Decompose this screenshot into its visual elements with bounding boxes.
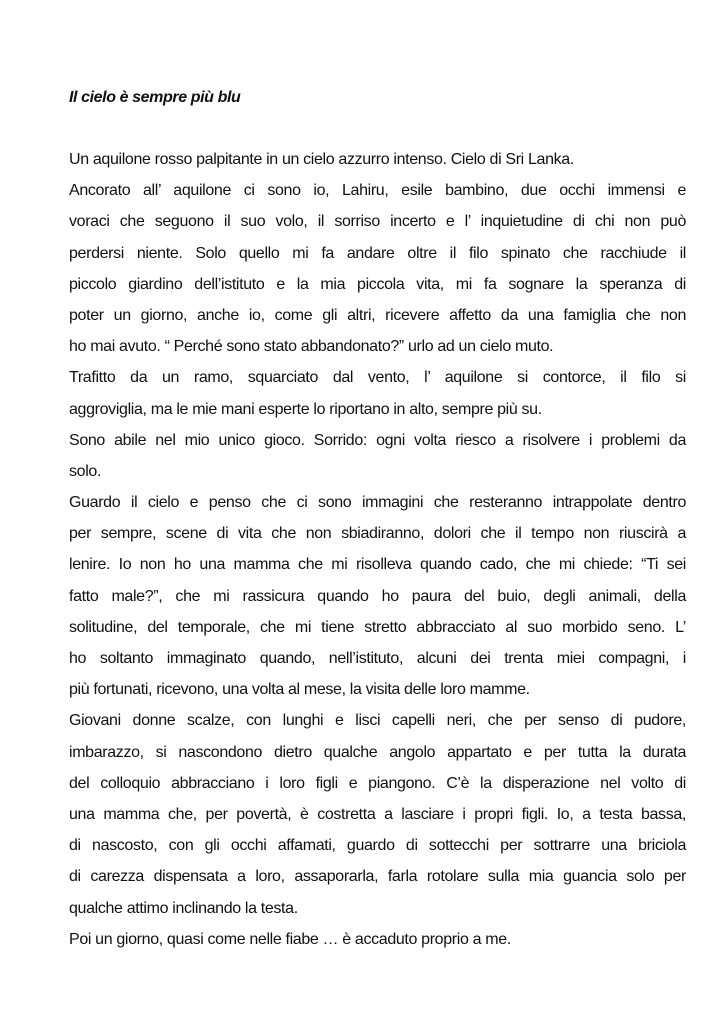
paragraph [69, 491, 686, 709]
text-line: Sono abile nel mio unico gioco. Sorrido: ogni volta riesco a risolvere i problemi da [69, 431, 686, 449]
text-line: di nascosto, con gli occhi affamati, guardo di sottecchi per sottrarre una briciola [69, 837, 686, 855]
text-line: solo. [69, 462, 102, 480]
text-line: Un aquilone rosso palpitante in un cielo azzurro intenso. Cielo di Sri Lanka. [69, 151, 574, 168]
text-line: qualche attimo inclinando la testa. [69, 899, 298, 917]
text-line: Trafitto da un ramo, squarciato dal vento, l’ aquilone si contorce, il filo si [69, 369, 686, 387]
text-line: aggroviglia, ma le mie mani esperte lo riportano in alto, sempre più su. [69, 400, 542, 418]
paragraph [69, 928, 686, 959]
document-body [69, 148, 686, 959]
paragraph [69, 429, 686, 491]
text-line: lenire. Io non ho una mamma che mi risolleva quando cado, che mi chiede: “Ti sei [69, 556, 686, 574]
text-line: ho soltanto immaginato quando, nell’istituto, alcuni dei trenta miei compagni, i [69, 650, 686, 667]
text-line: Poi un giorno, quasi come nelle fiabe … è accaduto proprio a me. [69, 930, 511, 948]
paragraph [69, 366, 686, 428]
text-line: Ancorato all’ aquilone ci sono io, Lahiru, esile bambino, due occhi immensi e [69, 182, 686, 200]
text-line: una mamma che, per povertà, è costretta a lasciare i propri figli. Io, a testa bassa, [69, 805, 686, 823]
text-line: perdersi niente. Solo quello mi fa andare oltre il filo spinato che racchiude il [69, 244, 686, 262]
paragraph [69, 709, 686, 927]
text-line: fatto male?”, che mi rassicura quando ho paura del buio, degli animali, della [69, 587, 686, 605]
text-line: solitudine, del temporale, che mi tiene stretto abbracciato al suo morbido seno. L’ [69, 618, 686, 636]
text-line: ho mai avuto. “ Perché sono stato abbandonato?” urlo ad un cielo muto. [69, 338, 554, 356]
text-line: poter un giorno, anche io, come gli altri, ricevere affetto da una famiglia che non [69, 306, 686, 324]
text-line: del colloquio abbracciano i loro figli e piangono. C’è la disperazione nel volto di [69, 774, 686, 792]
text-line: più fortunati, ricevono, una volta al mese, la visita delle loro mamme. [69, 681, 530, 699]
paragraph [69, 179, 686, 366]
text-line: imbarazzo, si nascondono dietro qualche angolo appartato e per tutta la durata [69, 743, 686, 761]
text-line: di carezza dispensata a loro, assaporarla, farla rotolare sulla mia guancia solo per [69, 868, 686, 886]
text-line: per sempre, scene di vita che non sbiadiranno, dolori che il tempo non riuscirà a [69, 525, 686, 543]
text-line: Guardo il cielo e penso che ci sono immagini che resteranno intrappolate dentro [69, 494, 686, 512]
text-line: voraci che seguono il suo volo, il sorriso incerto e l’ inquietudine di chi non può [69, 213, 686, 231]
paragraph [69, 148, 686, 179]
text-line: Giovani donne scalze, con lunghi e lisci capelli neri, che per senso di pudore, [69, 712, 686, 730]
text-line: piccolo giardino dell’istituto e la mia piccola vita, mi fa sognare la speranza di [69, 275, 686, 293]
document-title: Il cielo è sempre più blu [69, 89, 241, 106]
